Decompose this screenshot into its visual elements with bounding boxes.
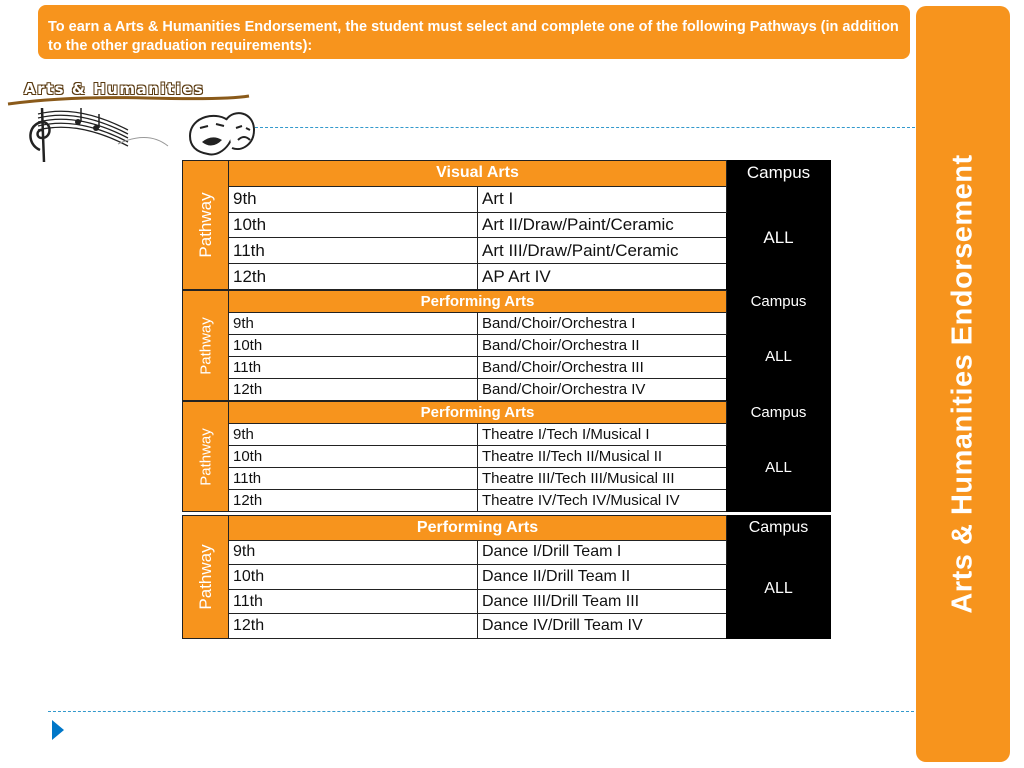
grade-cell: 11th (229, 238, 478, 264)
grade-cell: 10th (229, 212, 478, 238)
pathway-label: Pathway (195, 544, 215, 610)
grade-cell: 9th (229, 424, 478, 446)
course-cell: Theatre II/Tech II/Musical II (478, 446, 727, 468)
table-row (183, 540, 831, 565)
course-cell: Theatre IV/Tech IV/Musical IV (478, 490, 727, 512)
course-cell: Band/Choir/Orchestra I (478, 313, 727, 335)
course-cell: Art II/Draw/Paint/Ceramic (478, 212, 727, 238)
course-cell: Band/Choir/Orchestra IV (478, 379, 727, 401)
course-cell: Theatre III/Tech III/Musical III (478, 468, 727, 490)
grade-cell: 12th (229, 614, 478, 639)
grade-cell: 10th (229, 335, 478, 357)
music-theatre-masks-icon (18, 100, 258, 168)
band-choir-orchestra-table (182, 290, 831, 401)
course-cell: Dance III/Drill Team III (478, 589, 727, 614)
grade-cell: 9th (229, 540, 478, 565)
arts-humanities-logo (6, 78, 256, 168)
side-panel (916, 6, 1010, 762)
pathway-label: Pathway (197, 427, 214, 486)
visual-arts-table (182, 160, 831, 290)
grade-cell: 9th (229, 186, 478, 212)
course-cell: Dance IV/Drill Team IV (478, 614, 727, 639)
instructions-banner (38, 5, 910, 59)
play-icon[interactable] (52, 720, 64, 740)
course-cell: AP Art IV (478, 264, 727, 290)
campus-header: Campus (727, 291, 831, 313)
campus-value: ALL (727, 540, 831, 638)
course-cell: Dance I/Drill Team I (478, 540, 727, 565)
table-row (183, 186, 831, 212)
campus-value: ALL (727, 424, 831, 512)
course-cell: Dance II/Drill Team II (478, 565, 727, 590)
pathway-cell (183, 161, 229, 290)
table-title: Performing Arts (229, 291, 727, 313)
grade-cell: 12th (229, 379, 478, 401)
theatre-table (182, 401, 831, 512)
grade-cell: 11th (229, 468, 478, 490)
campus-value: ALL (727, 313, 831, 401)
course-cell: Band/Choir/Orchestra II (478, 335, 727, 357)
grade-cell: 10th (229, 446, 478, 468)
pathway-label: Pathway (197, 316, 214, 375)
table-title: Performing Arts (229, 402, 727, 424)
campus-header: Campus (727, 402, 831, 424)
course-cell: Art III/Draw/Paint/Ceramic (478, 238, 727, 264)
top-divider (255, 127, 915, 128)
course-cell: Theatre I/Tech I/Musical I (478, 424, 727, 446)
pathway-label: Pathway (195, 192, 215, 258)
table-title: Visual Arts (229, 161, 727, 187)
grade-cell: 11th (229, 357, 478, 379)
pathway-cell (183, 291, 229, 401)
pathway-cell (183, 516, 229, 639)
logo-text: Arts & Humanities (24, 80, 205, 98)
pathway-cell (183, 402, 229, 512)
campus-header: Campus (727, 516, 831, 541)
side-title: Arts & Humanities Endorsement (946, 154, 979, 614)
grade-cell: 11th (229, 589, 478, 614)
campus-value: ALL (727, 186, 831, 289)
campus-header: Campus (727, 161, 831, 187)
grade-cell: 9th (229, 313, 478, 335)
grade-cell: 12th (229, 264, 478, 290)
bottom-divider (48, 711, 914, 712)
table-title: Performing Arts (229, 516, 727, 541)
grade-cell: 12th (229, 490, 478, 512)
course-cell: Band/Choir/Orchestra III (478, 357, 727, 379)
dance-table (182, 515, 831, 639)
grade-cell: 10th (229, 565, 478, 590)
table-row (183, 424, 831, 446)
course-cell: Art I (478, 186, 727, 212)
banner-text: To earn a Arts & Humanities Endorsement, the student must select and complete one of the following Pathways (in addition to the other graduation requirements): (48, 19, 899, 54)
table-row (183, 313, 831, 335)
